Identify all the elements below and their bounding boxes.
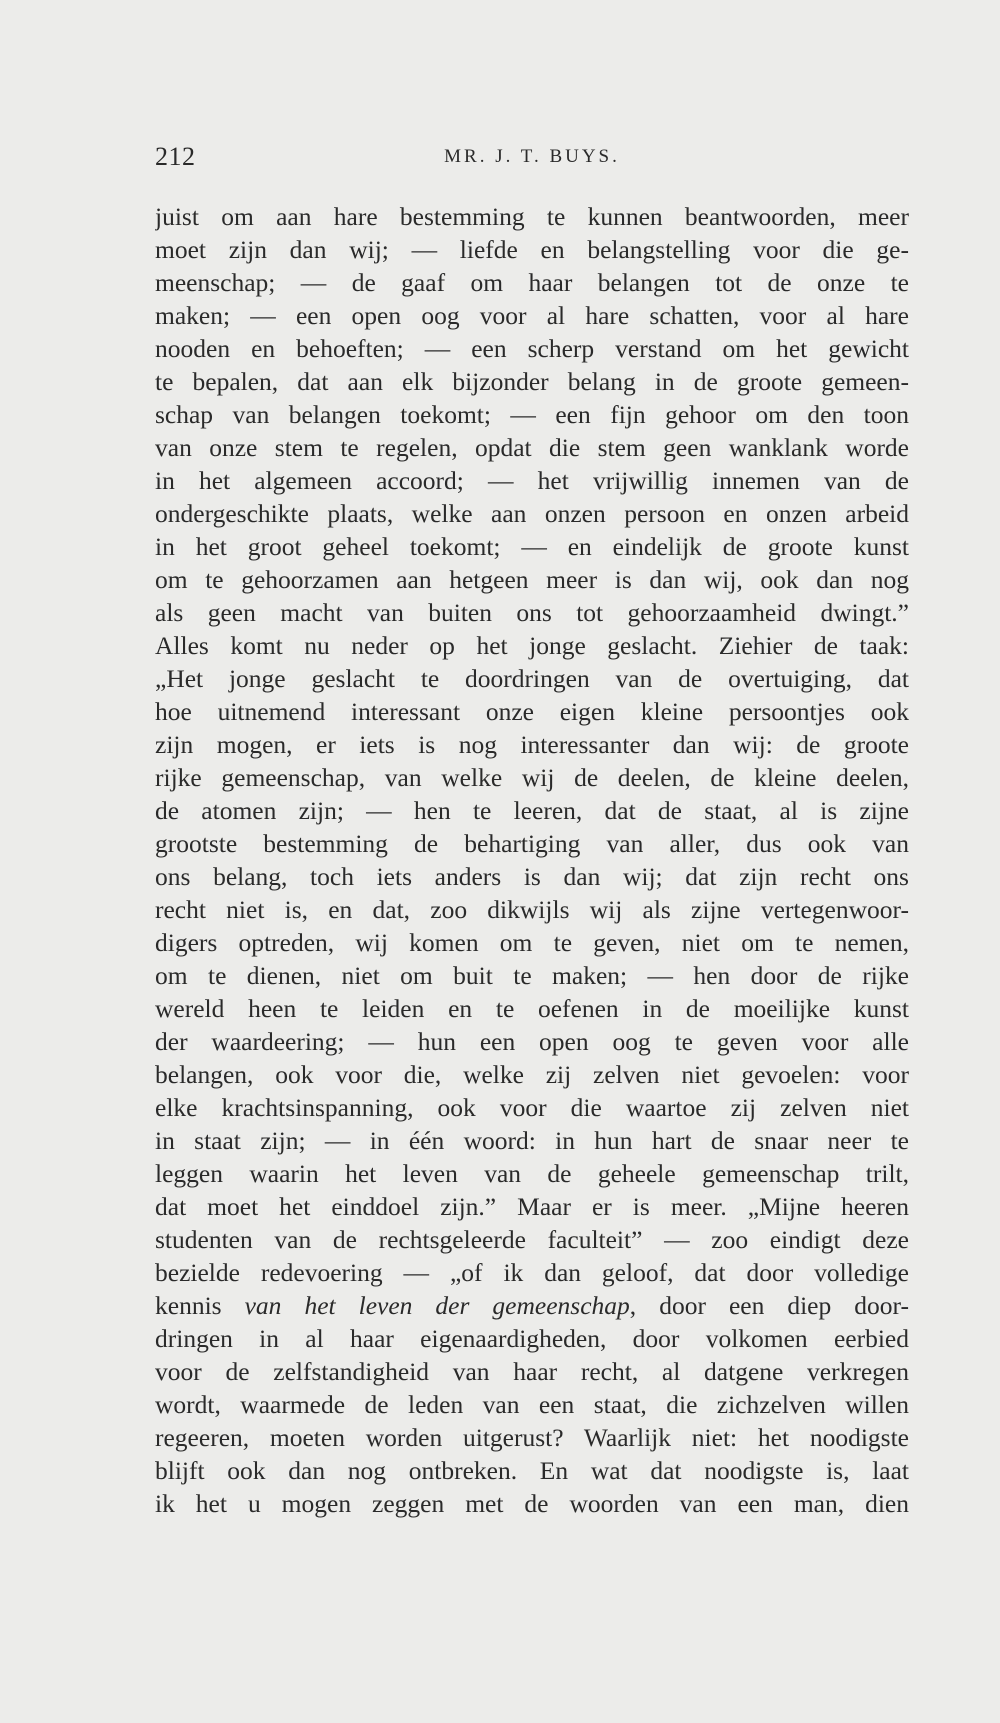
text-line: [155, 1289, 909, 1322]
text-segment: schap van belangen toekomt; — een fijn gehoor om den toon: [155, 400, 909, 429]
text-segment: ons belang, toch iets anders is dan wij; dat zijn recht ons: [155, 862, 909, 891]
text-segment: de atomen zijn; — hen te leeren, dat de staat, al is zijne: [155, 796, 909, 825]
text-line: [155, 794, 909, 827]
text-segment: dringen in al haar eigenaardigheden, door volkomen eerbied: [155, 1324, 909, 1353]
text-line: [155, 200, 909, 233]
text-line: [155, 662, 909, 695]
text-segment: hoe uitnemend interessant onze eigen kleine persoontjes ook: [155, 697, 909, 726]
text-segment: grootste bestemming de behartiging van aller, dus ook van: [155, 829, 909, 858]
text-line: [155, 266, 909, 299]
text-line: [155, 695, 909, 728]
text-segment: nooden en behoeften; — een scherp verstand om het gewicht: [155, 334, 909, 363]
text-line: [155, 398, 909, 431]
text-segment: ondergeschikte plaats, welke aan onzen persoon en onzen arbeid: [155, 499, 909, 528]
italic-text: van het leven der gemeenschap: [244, 1291, 630, 1320]
text-line: [155, 1322, 909, 1355]
text-segment: van onze stem te regelen, opdat die stem geen wanklank worde: [155, 433, 909, 462]
text-segment: zijn mogen, er iets is nog interessanter dan wij: de groote: [155, 730, 909, 759]
text-segment: in staat zijn; — in één woord: in hun hart de snaar neer te: [155, 1126, 909, 1155]
text-line: [155, 1091, 909, 1124]
text-segment: blijft ook dan nog ontbreken. En wat dat noodigste is, laat: [155, 1456, 909, 1485]
text-segment: belangen, ook voor die, welke zij zelven niet gevoelen: voor: [155, 1060, 909, 1089]
page-number: 212: [155, 142, 196, 171]
text-line: [155, 1025, 909, 1058]
text-segment: in het groot geheel toekomt; — en eindelijk de groote kunst: [155, 532, 909, 561]
text-segment: wereld heen te leiden en te oefenen in de moeilijke kunst: [155, 994, 909, 1023]
text-segment: , door een diep door-: [629, 1291, 909, 1320]
text-segment: ik het u mogen zeggen met de woorden van een man, dien: [155, 1489, 909, 1518]
text-line: [155, 431, 909, 464]
text-line: [155, 926, 909, 959]
text-line: [155, 365, 909, 398]
text-segment: der waardeering; — hun een open oog te geven voor alle: [155, 1027, 909, 1056]
text-line: [155, 1157, 909, 1190]
text-line: [155, 1355, 909, 1388]
text-segment: Alles komt nu neder op het jonge geslacht. Ziehier de taak:: [155, 631, 909, 660]
text-line: [155, 1421, 909, 1454]
text-line: [155, 530, 909, 563]
text-line: [155, 761, 909, 794]
text-line: [155, 860, 909, 893]
text-segment: elke krachtsinspanning, ook voor die waartoe zij zelven niet: [155, 1093, 909, 1122]
text-line: [155, 1223, 909, 1256]
text-segment: moet zijn dan wij; — liefde en belangstelling voor die ge-: [155, 235, 909, 264]
text-line: [155, 563, 909, 596]
text-line: [155, 1454, 909, 1487]
running-title: MR. J. T. BUYS.: [444, 146, 620, 167]
text-line: [155, 596, 909, 629]
text-line: [155, 728, 909, 761]
text-segment: regeeren, moeten worden uitgerust? Waarlijk niet: het noodigste: [155, 1423, 909, 1452]
text-segment: „Het jonge geslacht te doordringen van de overtuiging, dat: [155, 664, 909, 693]
text-segment: maken; — een open oog voor al hare schatten, voor al hare: [155, 301, 909, 330]
text-line: [155, 827, 909, 860]
text-line: [155, 233, 909, 266]
text-segment: rijke gemeenschap, van welke wij de deelen, de kleine deelen,: [155, 763, 909, 792]
text-segment: als geen macht van buiten ons tot gehoorzaamheid dwingt.”: [155, 598, 909, 627]
text-line: [155, 1487, 909, 1520]
text-segment: te bepalen, dat aan elk bijzonder belang in de groote gemeen-: [155, 367, 909, 396]
text-line: [155, 497, 909, 530]
text-segment: om te gehoorzamen aan hetgeen meer is dan wij, ook dan nog: [155, 565, 909, 594]
text-segment: juist om aan hare bestemming te kunnen beantwoorden, meer: [155, 202, 909, 231]
text-line: [155, 464, 909, 497]
text-segment: om te dienen, niet om buit te maken; — hen door de rijke: [155, 961, 909, 990]
text-segment: meenschap; — de gaaf om haar belangen tot de onze te: [155, 268, 909, 297]
text-segment: digers optreden, wij komen om te geven, niet om te nemen,: [155, 928, 909, 957]
text-segment: in het algemeen accoord; — het vrijwillig innemen van de: [155, 466, 909, 495]
text-line: [155, 959, 909, 992]
text-line: [155, 1190, 909, 1223]
text-line: [155, 1058, 909, 1091]
text-line: [155, 1388, 909, 1421]
text-segment: bezielde redevoering — „of ik dan geloof, dat door volledige: [155, 1258, 909, 1287]
text-line: [155, 893, 909, 926]
text-segment: voor de zelfstandigheid van haar recht, al datgene verkregen: [155, 1357, 909, 1386]
text-line: [155, 992, 909, 1025]
text-line: [155, 629, 909, 662]
text-line: [155, 332, 909, 365]
text-segment: recht niet is, en dat, zoo dikwijls wij als zijne vertegenwoor-: [155, 895, 909, 924]
text-segment: leggen waarin het leven van de geheele gemeenschap trilt,: [155, 1159, 909, 1188]
text-line: [155, 1124, 909, 1157]
running-head: [155, 142, 909, 176]
text-segment: studenten van de rechtsgeleerde faculteit” — zoo eindigt deze: [155, 1225, 909, 1254]
text-segment: dat moet het einddoel zijn.” Maar er is meer. „Mijne heeren: [155, 1192, 909, 1221]
text-line: [155, 1256, 909, 1289]
text-segment: wordt, waarmede de leden van een staat, die zichzelven willen: [155, 1390, 909, 1419]
text-line: [155, 299, 909, 332]
body-text: [155, 200, 909, 1520]
text-segment: kennis: [155, 1291, 245, 1320]
